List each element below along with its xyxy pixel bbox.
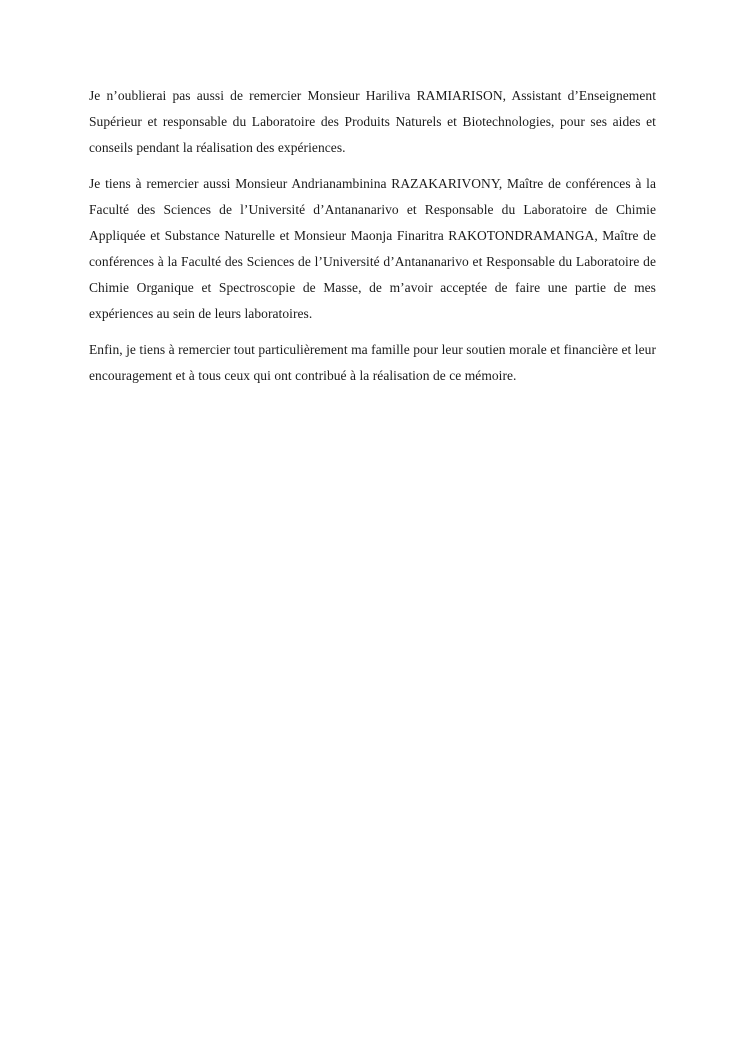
paragraph-acknowledgement-family: Enfin, je tiens à remercier tout particulièrement ma famille pour leur soutien morale et financière et leur encouragement et à tous ceux qui ont contribué à la réalisation de ce mémoire.: [89, 342, 656, 383]
paragraph-acknowledgement-laboratories: Je tiens à remercier aussi Monsieur Andrianambinina RAZAKARIVONY, Maître de conférences à la Faculté des Sciences de l’Université d’Antananarivo et Responsable du Laboratoire de Chimie Appliquée et Substance Naturelle et Monsieur Maonja Finaritra RAKOTONDRAMANGA, Maître de conférences à la Faculté des Sciences de l’Université d’Antananarivo et Responsable du Laboratoire de Chimie Organique et Spectroscopie de Masse, de m’avoir acceptée de faire une partie de mes expériences au sein de leurs laboratoires.: [89, 176, 656, 321]
document-body: [89, 83, 656, 399]
paragraph-acknowledgement-ramiarison: Je n’oublierai pas aussi de remercier Monsieur Hariliva RAMIARISON, Assistant d’Enseignement Supérieur et responsable du Laboratoire des Produits Naturels et Biotechnologies, pour ses aides et conseils pendant la réalisation des expériences.: [89, 88, 656, 155]
